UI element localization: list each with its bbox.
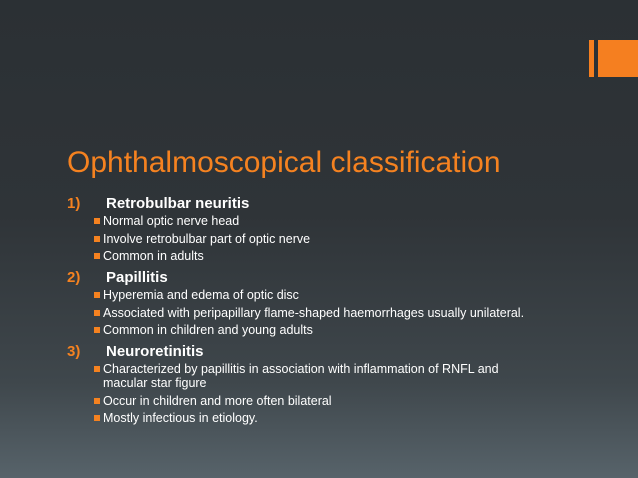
bullet-item bbox=[67, 411, 587, 425]
bullet-item bbox=[67, 362, 543, 390]
bullet-list bbox=[67, 288, 587, 337]
square-bullet-icon bbox=[94, 292, 100, 298]
section-number: 3) bbox=[67, 343, 81, 360]
section-heading bbox=[67, 267, 587, 288]
square-bullet-icon bbox=[94, 236, 100, 242]
square-bullet-icon bbox=[94, 398, 100, 404]
section-papillitis bbox=[67, 267, 587, 337]
section-title: Retrobulbar neuritis bbox=[106, 195, 250, 212]
bullet-text: Common in children and young adults bbox=[103, 323, 313, 337]
bullet-item bbox=[67, 394, 587, 408]
bullet-text: Occur in children and more often bilateral bbox=[103, 393, 332, 408]
section-title: Neuroretinitis bbox=[106, 343, 204, 360]
square-bullet-icon bbox=[94, 253, 100, 259]
bullet-text: Normal optic nerve head bbox=[103, 214, 240, 228]
bullet-text: Involve retrobulbar part of optic nerve bbox=[103, 231, 311, 246]
slide-title: Ophthalmoscopical classification bbox=[67, 146, 501, 179]
accent-bar-thick-icon bbox=[598, 40, 638, 77]
square-bullet-icon bbox=[94, 310, 100, 316]
bullet-list bbox=[67, 362, 587, 425]
bullet-item bbox=[67, 288, 587, 302]
bullet-item bbox=[67, 306, 587, 320]
section-heading bbox=[67, 341, 587, 362]
bullet-text: Common in adults bbox=[103, 249, 204, 263]
square-bullet-icon bbox=[94, 327, 100, 333]
section-retrobulbar-neuritis bbox=[67, 193, 587, 263]
slide-content bbox=[67, 193, 587, 429]
accent-bar-thin-icon bbox=[589, 40, 594, 77]
bullet-list bbox=[67, 214, 587, 263]
bullet-item bbox=[67, 249, 587, 263]
section-neuroretinitis bbox=[67, 341, 587, 425]
bullet-item bbox=[67, 323, 587, 337]
bullet-text: Characterized by papillitis in association with inflammation of RNFL and macular star figure bbox=[103, 362, 499, 390]
section-number: 1) bbox=[67, 195, 81, 212]
bullet-text: Associated with peripapillary flame-shaped haemorrhages usually unilateral. bbox=[103, 305, 525, 320]
section-number: 2) bbox=[67, 269, 81, 286]
section-title: Papillitis bbox=[106, 269, 168, 286]
section-heading bbox=[67, 193, 587, 214]
bullet-item bbox=[67, 214, 587, 228]
bullet-item bbox=[67, 232, 587, 246]
bullet-text: Mostly infectious in etiology. bbox=[103, 411, 258, 425]
bullet-text: Hyperemia and edema of optic disc bbox=[103, 288, 299, 302]
square-bullet-icon bbox=[94, 218, 100, 224]
square-bullet-icon bbox=[94, 415, 100, 421]
square-bullet-icon bbox=[94, 366, 100, 372]
